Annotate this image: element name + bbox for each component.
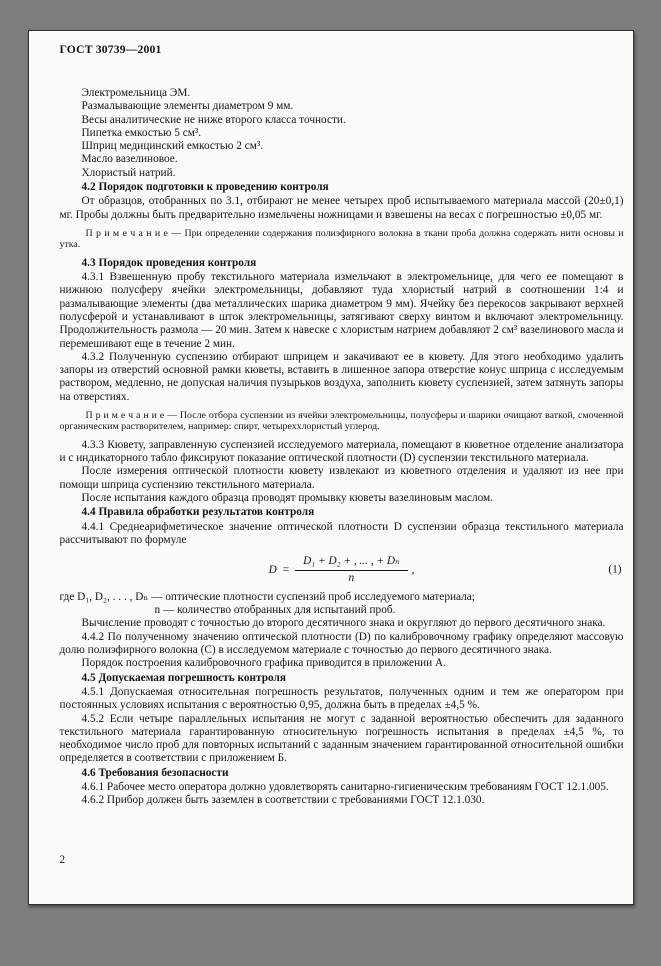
section-heading: 4.4 Правила обработки результатов контроля <box>81 506 315 519</box>
paragraph: 4.6.1 Рабочее место оператора должно удовлетворять санитарно-гигиеническим требованиям ГОСТ 12.1.005. <box>81 780 609 793</box>
where-line: где D₁, D₂, . . . , Dₙ — оптические плотности суспензий проб исследуемого материала; <box>59 590 475 603</box>
paragraph: 4.3.1 Взвешенную пробу текстильного материала измельчают в электромельнице, для чего ее помещают в нижнюю полусферу ячейки электромельницы, добавляют туда хлористый натрий в соотношении 1:4 и размалывающие элементы (два металлических шарика диаметром 9 мм). Ячейку без перекосов закрывают верхней полусферой и устанавливают в шток электромельницы, затягивают сверху винтом и включают электромельницу. Продолжительность размола — 20 мин. Затем к навеске с хлористым натрием добавляют 2 см³ вазелинового масла и перемешивают еще в течение 2 мин. <box>59 271 624 350</box>
where-line: n — количество отобранных для испытаний проб. <box>154 604 396 617</box>
list-item: Весы аналитические не ниже второго класса точности. <box>81 113 346 126</box>
formula-number: (1) <box>608 563 622 576</box>
paragraph: 4.4.2 По полученному значению оптической плотности (D) по калибровочному графику определяют массовую долю полиэфирного волокна (С) в исследуемом материале с точностью до первого десятичного знака. <box>59 630 624 657</box>
formula-numerator: D₁ + D₂ + , ... , + Dₙ <box>295 555 408 570</box>
list-item: Размалывающие элементы диаметром 9 мм. <box>81 100 294 113</box>
note: П р и м е ч а н и е — При определении содержания полиэфирного волокна в ткани проба должна содержать нити основы и утка. <box>59 227 624 251</box>
list-item: Масло вазелиновое. <box>81 153 178 166</box>
paragraph: Вычисление проводят с точностью до второго десятичного знака и округляют до первого десятичного знака. <box>81 617 606 630</box>
section-heading: 4.5 Допускаемая погрешность контроля <box>81 671 286 684</box>
section-heading: 4.2 Порядок подготовки к проведению контроля <box>81 181 329 194</box>
formula-equals: = <box>282 563 290 576</box>
paragraph: 4.5.1 Допускаемая относительная погрешность результатов, полученных одним и тем же оператором при постоянных условиях испытания с вероятностью 0,95, должна быть в пределах ±4,5 %. <box>59 685 624 712</box>
document-page <box>28 30 634 905</box>
formula-denominator: n <box>348 571 355 584</box>
section-heading: 4.3 Порядок проведения контроля <box>81 256 257 269</box>
list-item: Электромельница ЭМ. <box>81 87 191 99</box>
list-item: Пипетка емкостью 5 см³. <box>81 126 202 139</box>
paragraph: Порядок построения калибровочного графика приводится в приложении А. <box>81 657 447 670</box>
formula <box>60 555 624 585</box>
list-item: Хлористый натрий. <box>81 166 176 179</box>
paragraph: От образцов, отобранных по 3.1, отбирают не менее четырех проб испытываемого материала массой (20±0,1) мг. Пробы должны быть предварительно измельчены ножницами и взвешены на весах с погрешностью ±0,05 мг. <box>59 195 624 221</box>
paragraph: 4.3.3 Кювету, заправленную суспензией исследуемого материала, помещают в кюветное отделение анализатора и с индикаторного табло фиксируют показание оптической плотности (D) суспензии текстильного материала. <box>59 438 624 465</box>
document-header: ГОСТ 30739—2001 <box>59 43 162 56</box>
paragraph: 4.3.2 Полученную суспензию отбирают шприцем и закачивают ее в кювету. Для этого необходимо удалить запоры из отверстий основной рамки кюветы, вставить в лишенное запора отверстие конус шприца с исследуемым раствором, медленно, не допуская наличия пузырьков воздуха, заполнить кювету суспензией, затем затянуть запоры на отверстиях. <box>59 350 624 403</box>
page-number: 2 <box>59 854 66 866</box>
note: П р и м е ч а н и е — После отбора суспензии из ячейки электромельницы, полусферы и шарики очищают ваткой, смоченной органическим растворителем, например: спирт, четыреххлористый углерод. <box>59 410 624 433</box>
formula-comma: , <box>411 563 415 576</box>
section-heading: 4.6 Требования безопасности <box>81 766 229 779</box>
list-item: Шприц медицинский емкостью 2 см³. <box>81 140 264 153</box>
paragraph: 4.4.1 Среднеарифметическое значение оптической плотности D суспензии образца текстильного материала рассчитывают по формуле <box>59 520 624 546</box>
paragraph: После измерения оптической плотности кювету извлекают из кюветного отделения и удаляют из нее при помощи шприца суспензию текстильного материала. <box>59 465 624 491</box>
document-body <box>60 87 624 808</box>
paragraph: После испытания каждого образца проводят промывку кюветы вазелиновым маслом. <box>81 492 494 505</box>
paragraph: 4.6.2 Прибор должен быть заземлен в соответствии с требованиями ГОСТ 12.1.030. <box>81 794 485 807</box>
formula-fraction <box>295 555 408 585</box>
formula-lhs: D <box>268 563 277 576</box>
paragraph: 4.5.2 Если четыре параллельных испытания не могут с заданной вероятностью обеспечить для заданного текстильного материала гарантированную относительную погрешность испытания в пределах ±4,5 %, то необходимое число проб для повторных испытаний с заданным значением гарантированной относительной ошибки определяется в соответствии с приложением Б. <box>59 712 624 765</box>
